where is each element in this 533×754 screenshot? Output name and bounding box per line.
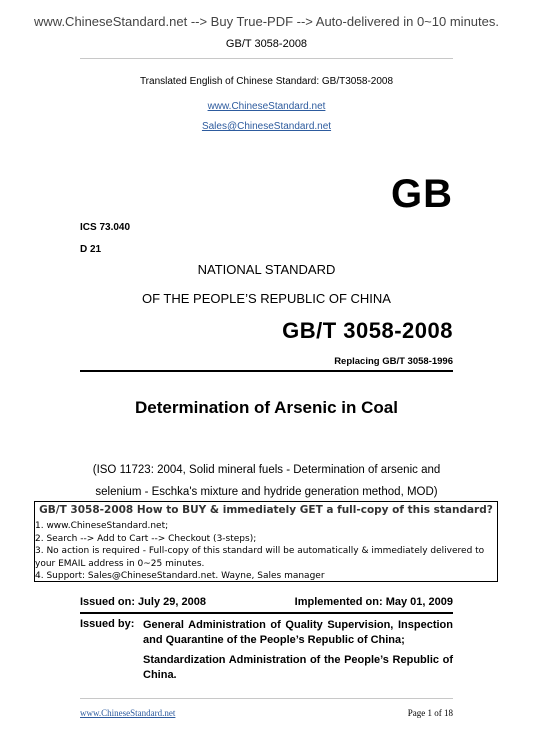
iso-reference xyxy=(0,459,533,503)
footer-website-link[interactable]: www.ChineseStandard.net xyxy=(80,708,176,718)
buy-step-1: 1. www.ChineseStandard.net; xyxy=(35,521,169,531)
page-number: Page 1 of 18 xyxy=(407,708,453,718)
email-row xyxy=(0,116,533,134)
national-standard-heading: NATIONAL STANDARD xyxy=(197,262,336,277)
buy-step-3-cont: your EMAIL address in 0~25 minutes. xyxy=(35,558,205,569)
standard-number: GB/T 3058-2008 xyxy=(282,318,453,343)
translated-line: Translated English of Chinese Standard: GB/T3058-2008 xyxy=(139,76,394,87)
issued-on: Issued on: July 29, 2008 xyxy=(80,596,206,608)
buy-step-4: 4. Support: Sales@ChineseStandard.net. Wayne, Sales manager xyxy=(35,571,325,581)
iso-line-2: selenium - Eschka's mixture and hydride generation method, MOD) xyxy=(95,486,438,498)
website-row xyxy=(0,96,533,114)
header-divider xyxy=(80,58,453,59)
issue-dates-row xyxy=(80,596,453,608)
prc-heading: OF THE PEOPLE’S REPUBLIC OF CHINA xyxy=(142,291,391,306)
issue-divider xyxy=(80,612,453,614)
buy-box-list xyxy=(35,520,484,583)
header-standard-code: GB/T 3058-2008 xyxy=(225,38,308,50)
issued-by-label: Issued by: xyxy=(80,618,135,630)
footer-divider xyxy=(80,698,453,699)
buy-step-2: 2. Search --> Add to Cart --> Checkout (3-steps); xyxy=(35,533,257,544)
title-divider xyxy=(80,370,453,372)
d-code: D 21 xyxy=(80,244,102,255)
replacing-note: Replacing GB/T 3058-1996 xyxy=(334,356,453,367)
ics-code: ICS 73.040 xyxy=(80,222,131,233)
document-title: Determination of Arsenic in Coal xyxy=(135,398,398,417)
issued-by-org-2: Standardization Administration of the People’s Republic of China. xyxy=(143,654,453,681)
issued-by-org-1: General Administration of Quality Supervision, Inspection and Quarantine of the People’s Republic of China; xyxy=(143,619,453,646)
implemented-on: Implemented on: May 01, 2009 xyxy=(294,596,453,608)
email-link[interactable]: Sales@ChineseStandard.net xyxy=(201,121,332,132)
website-link[interactable]: www.ChineseStandard.net xyxy=(207,101,326,112)
buy-box-title: GB/T 3058-2008 How to BUY & immediately GET a full-copy of this standard? xyxy=(39,504,493,516)
top-banner: www.ChineseStandard.net --> Buy True-PDF --> Auto-delivered in 0~10 minutes. xyxy=(34,14,499,29)
buy-info-box xyxy=(34,501,498,582)
iso-line-1: (ISO 11723: 2004, Solid mineral fuels - Determination of arsenic and xyxy=(92,464,441,476)
buy-step-3: 3. No action is required - Full-copy of this standard will be automatically & immediately delivered to xyxy=(35,546,485,556)
gb-mark: GB xyxy=(391,172,453,216)
